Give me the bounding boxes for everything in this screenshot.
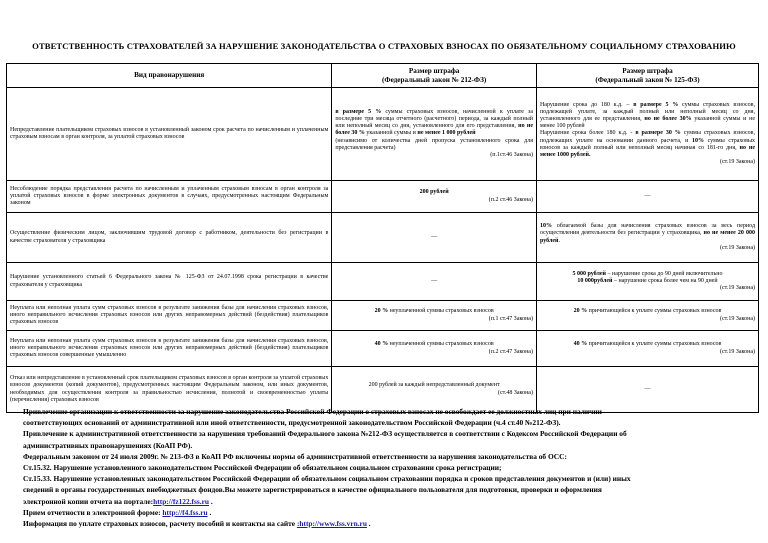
law-reference: (ст.19 Закона) [720, 285, 755, 292]
fine-paragraph [540, 130, 755, 159]
note-line: Федеральным законом от 24 июля 2009г. № 213-ФЗ в КоАП РФ включены нормы об административной ответственности за нарушения законодательства об ОСС: [23, 451, 567, 461]
fine-text: . [558, 237, 560, 244]
law-reference: (п.1ст.46 Закона) [490, 151, 533, 158]
header-fine-125 [536, 64, 758, 88]
fine-text: не менее 1 000 рублей [417, 130, 476, 137]
fines-table [6, 63, 759, 413]
f4-link[interactable]: http://f4.fss.ru [162, 507, 208, 517]
fine-text: 40 % [374, 341, 389, 348]
page-title: ОТВЕТСТВЕННОСТЬ СТРАХОВАТЕЛЕЙ ЗА НАРУШЕНИЕ ЗАКОНОДАТЕЛЬСТВА О СТРАХОВЫХ ВЗНОСАХ ПО ОБЯЗАТЕЛЬНОМУ СОЦИАЛЬНОМУ СТРАХОВАНИЮ [32, 41, 736, 51]
fine-text: суммы страховых взносов, начисленной к уплате за последние три месяца отчетного (расчетного) периода, за каждый полный или неполный месяц со дня, установленного для его представления, [335, 108, 533, 130]
fine-text: – нарушение срока более чем на 90 дней [612, 277, 718, 284]
table-row [7, 263, 759, 301]
fine-line [540, 271, 755, 278]
fine-212-cell [332, 301, 537, 331]
law-reference: (п.2 ст.47 Закона) [488, 348, 533, 355]
fine-text: суммы страховых взносов за каждый полный или неполный месяц начиная со 181-го дня, [539, 137, 755, 151]
fine-text: указанной суммы и [364, 130, 418, 137]
violation-cell: Неуплата или неполная уплата сумм страховых взносов в результате занижения базы для начисления страховых взносов, иного неправильного исчисления страховых взносов или других неправомерных действий (бездействия) плательщиков страховых взносов [7, 301, 332, 331]
table-row [7, 181, 759, 213]
fine-text: 40 % [573, 341, 588, 348]
note-text: . [366, 519, 371, 529]
fine-212-cell [332, 331, 537, 367]
note-line [23, 518, 759, 529]
fine-125-cell [536, 213, 758, 263]
fine-line [335, 341, 533, 348]
fine-212-cell [332, 181, 537, 213]
table-header-row [7, 64, 759, 88]
fine-text: 20 % [573, 308, 588, 315]
note-text: электронной копии отчета на портале: [23, 496, 154, 506]
note-line: соответствующих оснований от административной или иной ответственности, предусмотренной законодательством Российской Федерации (ч.4 ст.40 №212-ФЗ). [23, 418, 561, 428]
fine-text: но не менее 1000 рублей. [539, 144, 755, 158]
fine-text: 200 рублей за каждый непредставленный документ [368, 382, 500, 389]
header-violation: Вид правонарушения [7, 64, 332, 88]
note-line [23, 507, 759, 518]
violation-cell: Нарушение установленного статьей 6 Федерального закона № 125-ФЗ от 24.07.1998 срока регистрации в качестве страхователя у страховщика [7, 263, 332, 301]
fine-text: неуплаченной суммы страховых взносов [388, 308, 494, 315]
fine-212-cell: — [332, 213, 537, 263]
header-fine-212-line2: (Федеральный закон № 212-ФЗ) [382, 75, 487, 84]
violation-cell: Несоблюдение порядка представления расчета по начисленным и уплаченным страховым взносам в орган контроля за уплатой страховых взносов в форме электронных документов в случаях, предусмотренных настоящим Федеральным законом [7, 181, 332, 213]
header-fine-125-line1: Размер штрафа [622, 67, 673, 76]
fine-125-cell [536, 301, 758, 331]
table-row [7, 213, 759, 263]
fine-line [335, 308, 533, 315]
fine-text: 10 000рублей [577, 277, 613, 284]
fine-212-cell [332, 88, 537, 181]
fine-125-cell: — [536, 181, 758, 213]
note-text: . [207, 507, 212, 517]
fine-text: 200 рублей [419, 189, 449, 196]
fine-text: причитающейся к уплате суммы страховых взносов [587, 308, 722, 315]
law-reference: (ст.19 Закона) [720, 348, 755, 355]
note-line: Привлечение организации к ответственности за нарушение законодательства Российской Федерации о страховых взносах не освобождает ее должностных лиц при наличии [23, 407, 602, 416]
note-line: Привлечение к административной ответственности за нарушения требований Федерального закона №212-ФЗ осуществляется в соответствии с Кодексом Российской Федерации об [23, 429, 627, 439]
law-reference: (п.2 ст.46 Закона) [488, 196, 533, 203]
note-line: Ст.15.33. Нарушение установленных законодательством Российской Федерации об обязательном социальном страховании порядка и сроков представления документов и (или) иных [23, 474, 631, 484]
note-line: административных правонарушениях (КоАП РФ). [23, 440, 193, 450]
fine-line [540, 341, 755, 348]
violation-cell: Отказ или непредставление в установленный срок плательщиком страховых взносов в орган контроля за уплатой страховых взносов документов (копий документов), предусмотренных настоящим Федеральным законом, или иных документов, необходимых для осуществления контроля за правильностью исчисления, полнотой и своевременностью уплаты (перечисления) страховых взносов [7, 367, 332, 413]
fine-text: но не менее 20 000 рублей [539, 230, 755, 244]
fine-text: но не более 30 % [335, 123, 533, 137]
violation-cell: Неуплата или неполная уплата сумм страховых взносов в результате занижения базы для начисления страховых взносов, иного неправильного исчисления страховых взносов или других неправомерных действий (бездействия) плательщиков страховых взносов совершенные умышленно [7, 331, 332, 367]
note-text: . [209, 496, 213, 506]
fine-text: 5 000 рублей [572, 270, 606, 277]
fine-text: неуплаченной суммы страховых взносов [388, 341, 494, 348]
law-reference: (ст.19 Закона) [720, 315, 755, 322]
table-row [7, 301, 759, 331]
fine-125-cell [536, 88, 758, 181]
fine-text: причитающейся к уплате суммы страховых взносов [587, 341, 722, 348]
fine-text: облагаемой базы для начисления страховых взносов за весь период осуществления деятельности без регистрации у страховщика, [539, 223, 755, 237]
note-text: Прием отчетности в электронной форме: [23, 507, 163, 517]
fine-125-cell [536, 331, 758, 367]
fine-line [540, 308, 755, 315]
fine-212-cell: — [332, 263, 537, 301]
notes-block [23, 406, 759, 529]
violation-cell: Непредставление плательщиком страховых взносов в установленный законом срок расчета по начисленным и уплаченным страховым взносам в орган контроля, за уплатой страховых взносов [7, 88, 332, 181]
note-text: Информация по уплате страховых взносов, расчету пособий и контакты на сайте [23, 519, 297, 529]
table-row [7, 331, 759, 367]
fine-text: в размере 5 % [335, 108, 382, 115]
law-reference: (ст.19 Закона) [720, 244, 755, 251]
fine-text: 10% [539, 223, 552, 230]
fine-note: (независимо от количества дней пропуска установленного срока для представления расчета) [335, 137, 533, 151]
fine-text: в размере 5 % [633, 101, 679, 108]
fine-text: в размере 30 % [635, 130, 681, 137]
fine-text: Нарушение срока более 180 к.д. - [539, 130, 636, 137]
fine-text: но не более 30% [644, 116, 692, 123]
table-row [7, 88, 759, 181]
law-reference: (ст.48 Закона) [497, 389, 533, 396]
note-line: сведений в органы государственных внебюджетных фондов.Вы можете зарегистрироваться в качестве официального пользователя для подготовки, проверки и оформления [23, 485, 602, 495]
law-reference: (п.1 ст.47 Закона) [488, 315, 533, 322]
header-fine-125-line2: (Федеральный закон № 125-ФЗ) [595, 75, 700, 84]
note-line [23, 496, 759, 507]
fss-site-link[interactable]: :http://www.fss.vrn.ru [296, 519, 367, 529]
fine-125-cell [536, 263, 758, 301]
fine-text: – нарушение срока до 90 дней включительно [606, 270, 723, 277]
fine-text: 10% [691, 137, 704, 144]
fine-text: суммы страховых взносов, подлежащей уплате, за каждый полный или неполный месяц со дня, установленного для ее представления, [539, 101, 755, 123]
fine-text: указанной суммы и не менее 100 рублей [539, 116, 755, 130]
fine-text: Нарушение срока до 180 к.д. – [539, 101, 634, 108]
note-line: Ст.15.32. Нарушение установленного законодательством Российской Федерации об обязательном социальном страховании срока регистрации; [23, 463, 502, 473]
header-fine-212 [332, 64, 537, 88]
fine-text: 20 % [374, 308, 389, 315]
header-fine-212-line1: Размер штрафа [408, 67, 460, 76]
portal-link[interactable]: http://fz122.fss.ru [153, 496, 209, 506]
fine-text: суммы страховых взносов, подлежащих уплате на основании данного расчета, и [539, 130, 755, 144]
fine-125-cell: — [536, 367, 758, 413]
law-reference: (ст.19 Закона) [720, 159, 755, 166]
violation-cell: Осуществление физическим лицом, заключившим трудовой договор с работником, деятельности без регистрации в качестве страхователя у страховщика [7, 213, 332, 263]
